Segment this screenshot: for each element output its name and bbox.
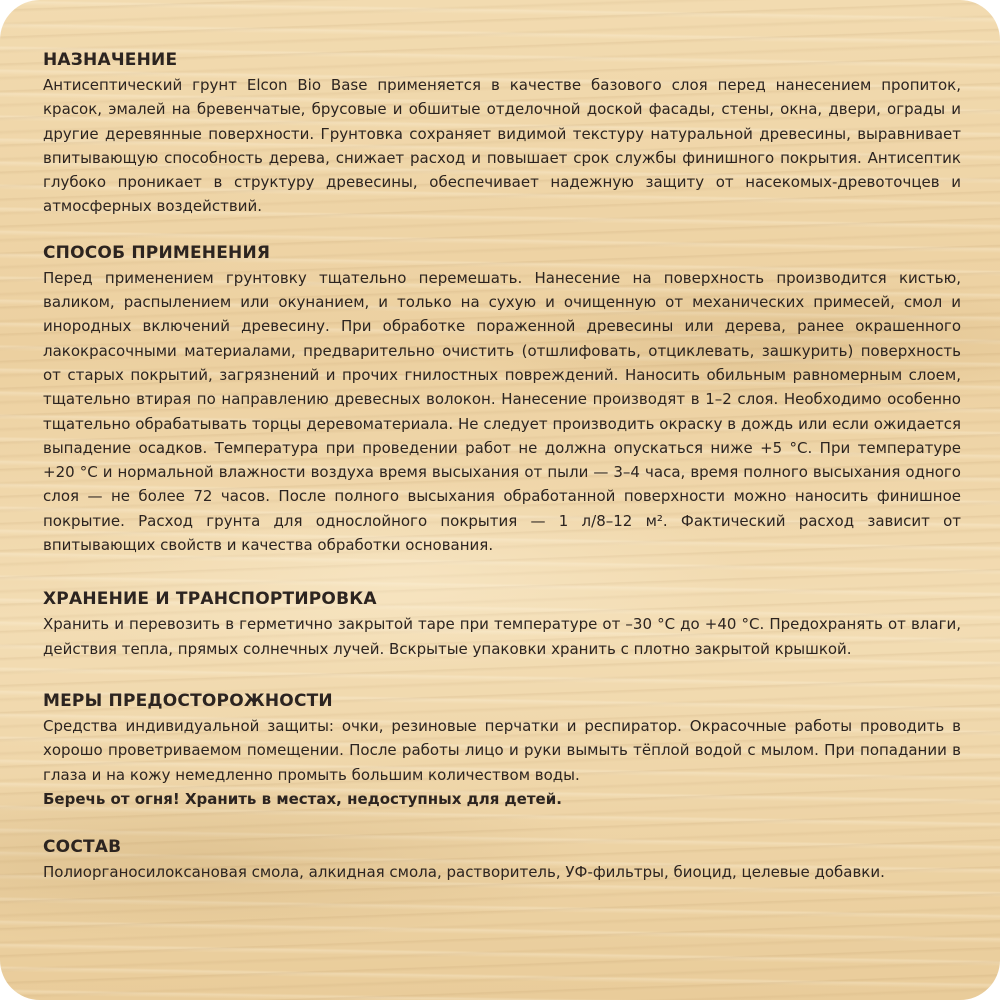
section-text-composition: Полиорганосилоксановая смола, алкидная смола, растворитель, УФ-фильтры, биоцид, целевые добавки. — [43, 863, 885, 882]
section-heading-precautions: МЕРЫ ПРЕДОСТОРОЖНОСТИ — [43, 690, 333, 711]
section-application — [43, 241, 961, 558]
product-description — [43, 48, 961, 906]
section-composition — [43, 835, 961, 884]
section-storage — [43, 587, 961, 661]
section-text-purpose: Антисептический грунт Elcon Bio Base применяется в качестве базового слоя перед нанесением пропиток, красок, эмалей на бревенчатые, брусовые и обшитые отделочной доской фасады, стены, окна, двери, ограды и другие деревянные поверхности. Грунтовка сохраняет видимой текстуру натуральной древесины, выравнивает впитывающую способность дерева, снижает расход и повышает срок службы финишного покрытия. Антисептик глубоко проникает в структуру древесины, обеспечивает надежную защиту от насекомых-древоточцев и атмосферных воздействий. — [43, 76, 961, 216]
section-purpose — [43, 48, 961, 219]
section-text-storage: Хранить и перевозить в герметично закрытой таре при температуре от –30 °С до +40 °С. Предохранять от влаги, действия тепла, прямых солнечных лучей. Вскрытые упаковки хранить с плотно закрытой крышкой. — [43, 615, 961, 658]
section-heading-application: СПОСОБ ПРИМЕНЕНИЯ — [43, 242, 271, 263]
section-precautions — [43, 689, 961, 811]
section-heading-storage: ХРАНЕНИЕ И ТРАНСПОРТИРОВКА — [43, 589, 377, 610]
section-text-precautions: Средства индивидуальной защиты: очки, резиновые перчатки и респиратор. Окрасочные работы проводить в хорошо проветриваемом помещении. После работы лицо и руки вымыть тёплой водой с мылом. При попадании в глаза и на кожу немедленно промыть большим количеством воды. — [43, 716, 961, 784]
section-heading-composition: СОСТАВ — [43, 837, 122, 858]
section-text-application: Перед применением грунтовку тщательно перемешать. Нанесение на поверхность производится кистью, валиком, распылением или окунанием, и только на сухую и очищенную от механических примесей, смол и инородных включений древесину. При обработке пораженной древесины или дерева, ранее окрашенного лакокрасочными материалами, предварительно очистить (отшлифовать, отциклевать, зашкурить) поверхность от старых покрытий, загрязнений и прочих гнилостных повреждений. Наносить обильным равномерным слоем, тщательно втирая по направлению древесных волокон. Нанесение производят в 1–2 слоя. Необходимо особенно тщательно обрабатывать торцы деревоматериала. Не следует производить окраску в дождь или если ожидается выпадение осадков. Температура при проведении работ не должна опускаться ниже +5 °С. При температуре +20 °С и нормальной влажности воздуха время высыхания от пыли — 3–4 часа, время полного высыхания одного слоя — не более 72 часов. После полного высыхания обработанной поверхности можно наносить финишное покрытие. Расход грунта для однослойного покрытия — 1 л/8–12 м². Фактический расход зависит от впитывающих свойств и качества обработки основания. — [43, 268, 961, 555]
fire-safety-warning: Беречь от огня! Хранить в местах, недоступных для детей. — [43, 789, 562, 808]
section-heading-purpose: НАЗНАЧЕНИЕ — [43, 50, 178, 70]
